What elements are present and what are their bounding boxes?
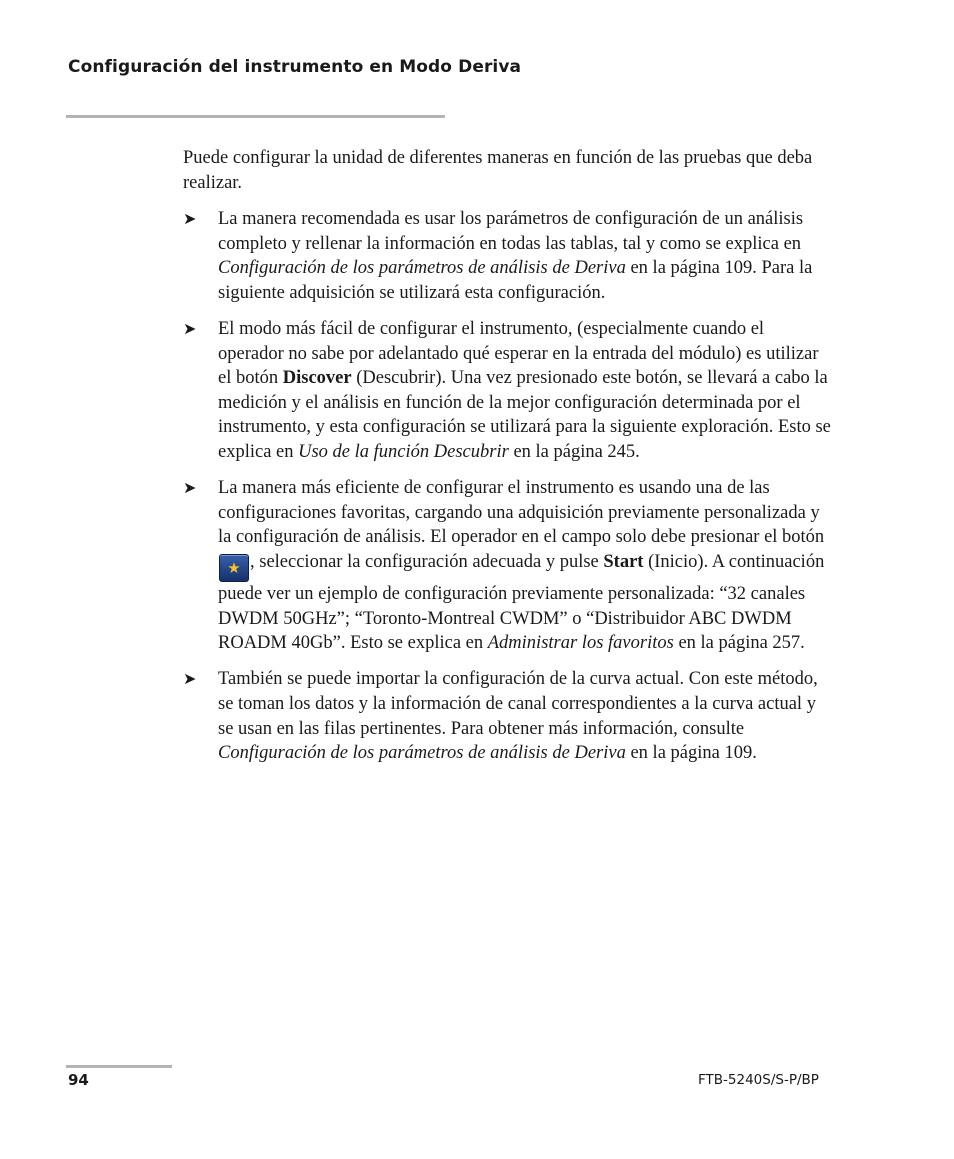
cross-reference-link[interactable]: Administrar los favoritos xyxy=(487,633,674,654)
arrow-bullet-icon: ➤ xyxy=(183,669,197,689)
bullet-list xyxy=(183,207,833,766)
list-item: ➤ También se puede importar la configuración de la curva actual. Con este método, se toman los datos y la información de canal correspondientes a la curva actual y se usan en las filas pertinentes. Para obtener más información, consulte Configuración de los parámetros de análisis de Deriva en la página 109. xyxy=(183,669,818,764)
footer-divider xyxy=(66,1065,172,1068)
header-divider xyxy=(66,115,445,118)
cross-reference-link[interactable]: Configuración de los parámetros de análisis de Deriva xyxy=(218,743,626,764)
discover-button-label: Discover xyxy=(282,368,352,389)
document-code: FTB-5240S/S-P/BP xyxy=(698,1072,819,1088)
page-header-title: Configuración del instrumento en Modo Deriva xyxy=(68,57,522,77)
list-item: ➤ La manera más eficiente de configurar el instrumento es usando una de las configuraciones favoritas, cargando una adquisición previamente personalizada y la configuración de análisis. El operador en el campo solo debe presionar el botón ★ , seleccionar la configuración adecuada y pulse Start (Inicio). A continuación puede ver un ejemplo de configuración previamente personalizada: “32 canales DWDM 50GHz”; “Toronto-Montreal CWDM” o “Distribuidor ABC DWDM ROADM 40Gb”. Esto se explica en Administrar los favoritos en la página 257. xyxy=(183,478,825,654)
cross-reference-link[interactable]: Configuración de los parámetros de análisis de Deriva xyxy=(218,258,626,279)
intro-paragraph: Puede configurar la unidad de diferentes maneras en función de las pruebas que deba realizar. xyxy=(183,148,813,193)
arrow-bullet-icon: ➤ xyxy=(183,319,197,339)
page-number: 94 xyxy=(68,1071,89,1089)
main-content xyxy=(183,146,833,777)
list-item: ➤ La manera recomendada es usar los parámetros de configuración de un análisis completo y rellenar la información en todas las tablas, tal y como se explica en Configuración de los parámetros de análisis de Deriva en la página 109. Para la siguiente adquisición se utilizará esta configuración. xyxy=(183,209,813,303)
start-button-label: Start xyxy=(603,551,644,572)
arrow-bullet-icon: ➤ xyxy=(183,209,197,229)
arrow-bullet-icon: ➤ xyxy=(183,478,197,498)
list-item: ➤ El modo más fácil de configurar el instrumento, (especialmente cuando el operador no sabe por adelantado qué esperar en la entrada del módulo) es utilizar el botón Discover (Descubrir). Una vez presionado este botón, se llevará a cabo la medición y el análisis en función de la mejor configuración determinada por el instrumento, y esta configuración se utilizará para la siguiente exploración. Esto se explica en Uso de la función Descubrir en la página 245. xyxy=(183,319,831,463)
star-favorites-icon: ★ xyxy=(219,554,249,582)
cross-reference-link[interactable]: Uso de la función Descubrir xyxy=(298,442,509,463)
